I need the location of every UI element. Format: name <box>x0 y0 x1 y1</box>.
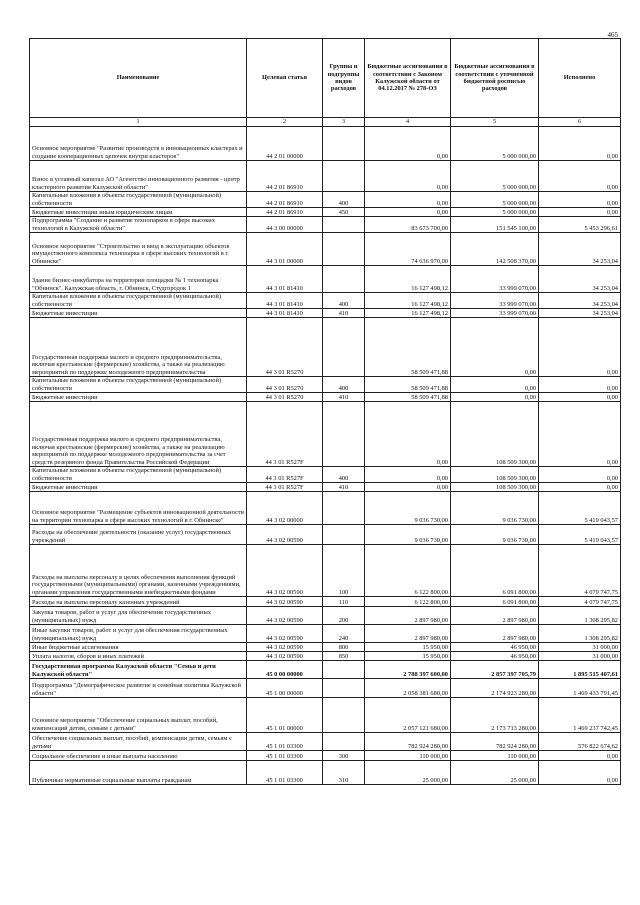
cell-refined: 2 174 923 280,00 <box>451 679 539 698</box>
header-law: Бюджетные ассигнования в соответствии с Законом Калужской области от 04.12.2017 № 278-ОЗ <box>365 39 451 118</box>
cell-name: Государственная поддержка малого и среднего предпринимательства, включая крестьянские (фермерские) хозяйства, а также на реализацию мероприятий по поддержке молодежного предпринимательства за счет средств резервного фонда Правительства Российской Федерации <box>30 402 247 467</box>
cell-law: 0,00 <box>365 192 451 208</box>
cell-refined: 5 000 000,00 <box>451 161 539 192</box>
cell-done: 0,00 <box>539 127 621 161</box>
cell-name: Бюджетные инвестиции <box>30 393 247 402</box>
cell-group <box>323 161 365 192</box>
header-row <box>30 39 621 118</box>
cell-group <box>323 318 365 377</box>
column-number: 5 <box>451 118 539 127</box>
cell-law: 6 122 800,00 <box>365 597 451 607</box>
table-row <box>30 525 621 545</box>
cell-law: 0,00 <box>365 467 451 483</box>
cell-done: 5 453 296,61 <box>539 217 621 233</box>
cell-law: 58 509 471,88 <box>365 393 451 402</box>
cell-law: 2 058 381 680,00 <box>365 679 451 698</box>
cell-group: 400 <box>323 293 365 309</box>
table-row <box>30 661 621 679</box>
table-row <box>30 492 621 525</box>
cell-name: Расходы на обеспечение деятельности (оказание услуг) государственных учреждений <box>30 525 247 545</box>
cell-code: 45 1 01 03300 <box>247 751 323 761</box>
cell-done: 34 253,04 <box>539 309 621 318</box>
cell-done: 1 469 237 742,45 <box>539 698 621 733</box>
cell-code: 44 3 02 00000 <box>247 492 323 525</box>
cell-name: Бюджетные инвестиции иным юридическим лицам <box>30 208 247 217</box>
cell-group <box>323 525 365 545</box>
cell-done: 4 079 747,75 <box>539 597 621 607</box>
cell-law: 2 897 980,00 <box>365 607 451 625</box>
cell-group: 400 <box>323 467 365 483</box>
header-code: Целевая статья <box>247 39 323 118</box>
cell-law: 0,00 <box>365 208 451 217</box>
cell-code: 44 3 02 00590 <box>247 607 323 625</box>
cell-law: 74 636 970,00 <box>365 233 451 266</box>
column-number: 4 <box>365 118 451 127</box>
cell-code: 44 3 01 R527F <box>247 402 323 467</box>
cell-law: 0,00 <box>365 483 451 492</box>
cell-name: Иные закупки товаров, работ и услуг для обеспечения государственных (муниципальных) нужд <box>30 625 247 643</box>
cell-refined: 46 950,00 <box>451 652 539 661</box>
cell-refined: 6 091 800,00 <box>451 597 539 607</box>
column-number: 3 <box>323 118 365 127</box>
cell-refined: 9 036 730,00 <box>451 492 539 525</box>
cell-group <box>323 217 365 233</box>
cell-done: 31 000,00 <box>539 652 621 661</box>
cell-name: Уплата налогов, сборов и иных платежей <box>30 652 247 661</box>
cell-name: Государственная программа Калужской области "Семья и дети Калужской области" <box>30 661 247 679</box>
cell-done: 0,00 <box>539 402 621 467</box>
cell-code: 45 1 01 00000 <box>247 698 323 733</box>
page-number: 465 <box>607 31 618 39</box>
cell-refined: 5 000 000,00 <box>451 127 539 161</box>
cell-group: 240 <box>323 625 365 643</box>
cell-group: 410 <box>323 309 365 318</box>
cell-refined: 2 897 980,00 <box>451 625 539 643</box>
cell-group: 400 <box>323 377 365 393</box>
cell-done: 0,00 <box>539 483 621 492</box>
cell-group <box>323 127 365 161</box>
cell-done: 0,00 <box>539 751 621 761</box>
table-row <box>30 761 621 785</box>
cell-code: 44 3 01 R5270 <box>247 318 323 377</box>
table-row <box>30 161 621 192</box>
column-number-row <box>30 118 621 127</box>
column-number: 6 <box>539 118 621 127</box>
cell-code: 45 0 00 00000 <box>247 661 323 679</box>
cell-law: 15 950,00 <box>365 643 451 652</box>
cell-law: 58 509 471,88 <box>365 377 451 393</box>
cell-done: 1 895 515 407,61 <box>539 661 621 679</box>
cell-code: 44 3 01 R527F <box>247 467 323 483</box>
cell-refined: 108 509 300,00 <box>451 467 539 483</box>
cell-done: 34 253,04 <box>539 233 621 266</box>
table-row <box>30 217 621 233</box>
cell-code: 45 1 01 03300 <box>247 733 323 751</box>
cell-done: 5 419 043,57 <box>539 525 621 545</box>
table-row <box>30 192 621 208</box>
cell-done: 1 308 295,82 <box>539 625 621 643</box>
cell-done: 1 469 433 791,45 <box>539 679 621 698</box>
cell-refined: 0,00 <box>451 377 539 393</box>
cell-name: Государственная поддержка малого и среднего предпринимательства, включая крестьянские (фермерские) хозяйства, а также на реализацию мероприятий по поддержке молодежного предпринимательства <box>30 318 247 377</box>
cell-name: Иные бюджетные ассигнования <box>30 643 247 652</box>
cell-name: Взнос в уставный капитал АО "Агентство инновационного развития - центр кластерного развития Калужской области" <box>30 161 247 192</box>
cell-code: 44 3 01 81410 <box>247 266 323 293</box>
cell-law: 2 057 121 680,00 <box>365 698 451 733</box>
cell-group: 850 <box>323 652 365 661</box>
cell-refined: 2 173 713 280,00 <box>451 698 539 733</box>
cell-group: 110 <box>323 597 365 607</box>
table-row <box>30 266 621 293</box>
cell-code: 44 2 01 00000 <box>247 127 323 161</box>
cell-done: 0,00 <box>539 467 621 483</box>
cell-law: 6 122 800,00 <box>365 545 451 597</box>
cell-group: 200 <box>323 607 365 625</box>
cell-done: 0,00 <box>539 761 621 785</box>
cell-done: 0,00 <box>539 161 621 192</box>
cell-code: 44 3 02 00590 <box>247 643 323 652</box>
cell-group <box>323 233 365 266</box>
cell-done: 576 822 674,62 <box>539 733 621 751</box>
cell-code: 44 3 02 00590 <box>247 597 323 607</box>
table-row <box>30 208 621 217</box>
header-name: Наименование <box>30 39 247 118</box>
cell-refined: 151 545 100,00 <box>451 217 539 233</box>
cell-code: 44 3 01 R5270 <box>247 377 323 393</box>
cell-name: Бюджетные инвестиции <box>30 483 247 492</box>
cell-group: 400 <box>323 192 365 208</box>
cell-name: Капитальные вложения в объекты государственной (муниципальной) собственности <box>30 293 247 309</box>
column-number: 1 <box>30 118 247 127</box>
cell-law: 782 924 280,00 <box>365 733 451 751</box>
cell-done: 34 253,04 <box>539 266 621 293</box>
cell-refined: 0,00 <box>451 393 539 402</box>
cell-law: 16 127 498,12 <box>365 309 451 318</box>
table-row <box>30 483 621 492</box>
table-row <box>30 545 621 597</box>
header-refined: Бюджетные ассигнования в соответствии с уточненной бюджетной росписью расходов <box>451 39 539 118</box>
cell-refined: 6 091 800,00 <box>451 545 539 597</box>
column-number: 2 <box>247 118 323 127</box>
cell-refined: 108 509 300,00 <box>451 483 539 492</box>
budget-table <box>29 38 621 785</box>
cell-name: Расходы на выплаты персоналу казенных учреждений <box>30 597 247 607</box>
cell-group: 410 <box>323 393 365 402</box>
table-row <box>30 402 621 467</box>
cell-done: 0,00 <box>539 318 621 377</box>
cell-law: 25 000,00 <box>365 761 451 785</box>
cell-code: 44 2 01 86910 <box>247 192 323 208</box>
table-row <box>30 293 621 309</box>
cell-code: 44 3 01 R5270 <box>247 393 323 402</box>
cell-name: Закупка товаров, работ и услуг для обеспечения государственных (муниципальных) нужд <box>30 607 247 625</box>
cell-name: Бюджетные инвестиции <box>30 309 247 318</box>
cell-done: 34 253,04 <box>539 293 621 309</box>
cell-law: 0,00 <box>365 402 451 467</box>
cell-code: 44 3 01 81410 <box>247 293 323 309</box>
table-row <box>30 607 621 625</box>
cell-code: 44 3 02 00590 <box>247 545 323 597</box>
cell-done: 0,00 <box>539 393 621 402</box>
cell-group <box>323 266 365 293</box>
cell-law: 15 950,00 <box>365 652 451 661</box>
table-row <box>30 233 621 266</box>
cell-law: 58 509 471,88 <box>365 318 451 377</box>
cell-law: 0,00 <box>365 161 451 192</box>
cell-code: 44 3 02 00590 <box>247 625 323 643</box>
cell-refined: 2 857 397 705,79 <box>451 661 539 679</box>
header-done: Исполнено <box>539 39 621 118</box>
cell-done: 0,00 <box>539 377 621 393</box>
cell-refined: 2 897 980,00 <box>451 607 539 625</box>
cell-refined: 9 036 730,00 <box>451 525 539 545</box>
cell-refined: 110 000,00 <box>451 751 539 761</box>
cell-refined: 5 000 000,00 <box>451 208 539 217</box>
cell-code: 44 3 02 00590 <box>247 652 323 661</box>
cell-done: 31 000,00 <box>539 643 621 652</box>
cell-group: 310 <box>323 761 365 785</box>
cell-name: Капитальные вложения в объекты государственной (муниципальной) собственности <box>30 192 247 208</box>
cell-law: 2 897 980,00 <box>365 625 451 643</box>
cell-code: 45 1 00 00000 <box>247 679 323 698</box>
table-row <box>30 652 621 661</box>
cell-name: Основное мероприятие "Размещение субъектов инновационной деятельности на территории технопарка в сфере высоких технологий в г. Обнинске" <box>30 492 247 525</box>
cell-refined: 33 999 070,00 <box>451 293 539 309</box>
table-row <box>30 597 621 607</box>
cell-done: 1 308 295,82 <box>539 607 621 625</box>
cell-name: Публичные нормативные социальные выплаты гражданам <box>30 761 247 785</box>
cell-law: 9 036 730,00 <box>365 525 451 545</box>
cell-code: 45 1 01 03300 <box>247 761 323 785</box>
cell-refined: 25 000,00 <box>451 761 539 785</box>
cell-refined: 33 999 070,00 <box>451 266 539 293</box>
cell-done: 5 419 043,57 <box>539 492 621 525</box>
cell-group <box>323 698 365 733</box>
table-row <box>30 309 621 318</box>
cell-law: 9 036 730,00 <box>365 492 451 525</box>
cell-group <box>323 733 365 751</box>
cell-group: 450 <box>323 208 365 217</box>
cell-group <box>323 492 365 525</box>
cell-code: 44 3 01 00000 <box>247 233 323 266</box>
cell-group <box>323 661 365 679</box>
cell-name: Социальное обеспечение и иные выплаты населению <box>30 751 247 761</box>
cell-law: 2 788 397 600,00 <box>365 661 451 679</box>
cell-name: Основное мероприятие "Строительство и ввод в эксплуатацию объектов имущественного комплекса технопарка в сфере высоких технологий в г. Обнинске" <box>30 233 247 266</box>
cell-name: Капитальные вложения в объекты государственной (муниципальной) собственности <box>30 467 247 483</box>
cell-group: 100 <box>323 545 365 597</box>
cell-done: 4 079 747,75 <box>539 545 621 597</box>
cell-group: 410 <box>323 483 365 492</box>
table-row <box>30 751 621 761</box>
cell-name: Обеспечение социальных выплат, пособий, компенсации детям, семьям с детьми <box>30 733 247 751</box>
cell-law: 83 673 700,00 <box>365 217 451 233</box>
cell-law: 110 000,00 <box>365 751 451 761</box>
cell-done: 0,00 <box>539 192 621 208</box>
cell-group: 300 <box>323 751 365 761</box>
table-row <box>30 698 621 733</box>
cell-code: 44 2 01 86910 <box>247 208 323 217</box>
table-row <box>30 377 621 393</box>
table-row <box>30 643 621 652</box>
table-row <box>30 393 621 402</box>
cell-name: Здание бизнес-инкубатора на территории площадки № 1 технопарка "Обнинск". Калужская область, г. Обнинск, Студгородок 1 <box>30 266 247 293</box>
cell-name: Подпрограмма "Создание и развитие технопарков в сфере высоких технологий в Калужской области" <box>30 217 247 233</box>
cell-group <box>323 402 365 467</box>
cell-name: Капитальные вложения в объекты государственной (муниципальной) собственности <box>30 377 247 393</box>
cell-refined: 5 000 000,00 <box>451 192 539 208</box>
cell-refined: 0,00 <box>451 318 539 377</box>
table-row <box>30 127 621 161</box>
table-row <box>30 467 621 483</box>
cell-code: 44 3 01 81410 <box>247 309 323 318</box>
table-row <box>30 318 621 377</box>
cell-law: 0,00 <box>365 127 451 161</box>
table-row <box>30 625 621 643</box>
cell-group: 800 <box>323 643 365 652</box>
cell-refined: 142 508 370,00 <box>451 233 539 266</box>
header-group: Группы и подгруппы видов расходов <box>323 39 365 118</box>
cell-name: Основное мероприятие "Развитие производств в инновационных кластерах и создание кооперационных цепочек внутри кластеров" <box>30 127 247 161</box>
cell-refined: 46 950,00 <box>451 643 539 652</box>
cell-refined: 33 999 070,00 <box>451 309 539 318</box>
cell-refined: 108 509 300,00 <box>451 402 539 467</box>
cell-code: 44 3 00 00000 <box>247 217 323 233</box>
cell-name: Расходы на выплаты персоналу в целях обеспечения выполнения функций государственными (муниципальными) органами, казенными учреждениями, органами управления государственными внебюджетными фондами <box>30 545 247 597</box>
table-row <box>30 733 621 751</box>
cell-code: 44 2 01 86910 <box>247 161 323 192</box>
cell-name: Основное мероприятие "Обеспечение социальных выплат, пособий, компенсаций детям, семьям с детьми" <box>30 698 247 733</box>
table-body <box>30 127 621 785</box>
cell-law: 16 127 498,12 <box>365 293 451 309</box>
cell-refined: 782 924 280,00 <box>451 733 539 751</box>
cell-name: Подпрограмма "Демографическое развитие и семейная политика Калужской области" <box>30 679 247 698</box>
cell-code: 44 3 02 00590 <box>247 525 323 545</box>
cell-law: 16 127 498,12 <box>365 266 451 293</box>
table-row <box>30 679 621 698</box>
cell-group <box>323 679 365 698</box>
cell-done: 0,00 <box>539 208 621 217</box>
cell-code: 44 3 01 R527F <box>247 483 323 492</box>
